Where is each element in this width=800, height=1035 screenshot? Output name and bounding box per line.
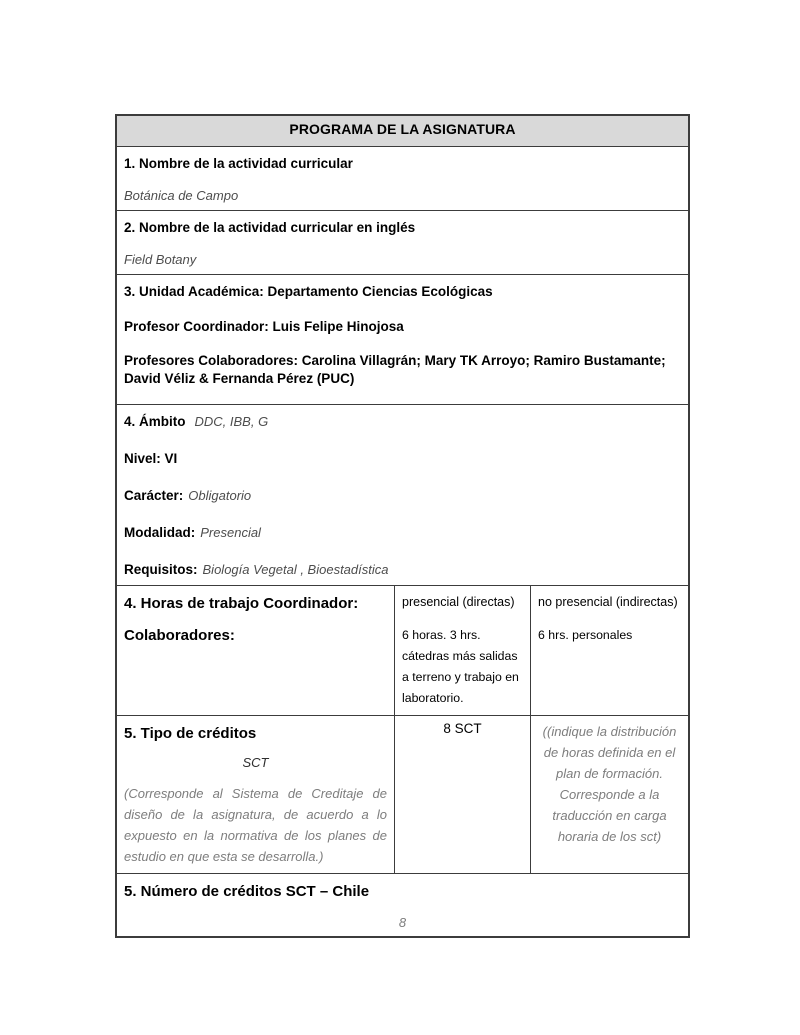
horas-presencial-cell bbox=[394, 586, 530, 715]
credits-side-note-cell bbox=[530, 716, 688, 873]
horas-no-presencial-cell bbox=[530, 586, 688, 715]
requisitos-label: Requisitos: bbox=[124, 562, 198, 577]
section-2-heading: 2. Nombre de la actividad curricular en inglés bbox=[124, 220, 416, 235]
section-horas-trabajo bbox=[117, 585, 688, 715]
presencial-detail: 6 horas. 3 hrs. cátedras más salidas a terreno y trabajo en laboratorio. bbox=[402, 628, 519, 705]
section-unidad-academica bbox=[117, 274, 688, 404]
profesor-coordinador-line: Profesor Coordinador: Luis Felipe Hinojosa bbox=[124, 318, 404, 334]
credit-system-note: (Corresponde al Sistema de Creditaje de diseño de la asignatura, de acuerdo a lo expuesto en la normativa de los planes de estudio en que esta se desarrolla.) bbox=[124, 786, 387, 864]
modalidad-label: Modalidad: bbox=[124, 525, 196, 540]
section-numero-creditos bbox=[117, 873, 688, 936]
credits-value: 8 SCT bbox=[443, 721, 482, 736]
requisitos-value: Biología Vegetal , Bioestadística bbox=[202, 562, 389, 577]
section-1-heading: 1. Nombre de la actividad curricular bbox=[124, 156, 353, 171]
ambito-line bbox=[124, 413, 681, 431]
tipo-creditos-cell bbox=[117, 716, 394, 873]
modalidad-value: Presencial bbox=[200, 525, 261, 540]
credit-system-label: SCT bbox=[242, 755, 269, 770]
section-ambito bbox=[117, 404, 688, 585]
horas-heading-cell bbox=[117, 586, 394, 715]
ambito-label: 4. Ámbito bbox=[124, 414, 186, 429]
caracter-value: Obligatorio bbox=[188, 488, 252, 503]
course-program-table bbox=[115, 114, 690, 938]
profesores-colaboradores-line: Profesores Colaboradores: Carolina Villagrán; Mary TK Arroyo; Ramiro Bustamante; David Véliz & Fernanda Pérez (PUC) bbox=[124, 353, 666, 386]
section-1-value: Botánica de Campo bbox=[124, 188, 239, 203]
presencial-header: presencial (directas) bbox=[402, 595, 515, 609]
credits-value-cell bbox=[394, 716, 530, 873]
no-presencial-detail: 6 hrs. personales bbox=[538, 628, 633, 642]
ambito-value: DDC, IBB, G bbox=[194, 414, 269, 429]
section-tipo-creditos bbox=[117, 715, 688, 873]
modalidad-line bbox=[124, 524, 681, 542]
tipo-creditos-heading: 5. Tipo de créditos bbox=[124, 725, 257, 742]
numero-creditos-heading: 5. Número de créditos SCT – Chile bbox=[124, 883, 370, 900]
credits-side-note: ((indique la distribución de horas definida en el plan de formación. Corresponde a la traducción en carga horaria de los sct) bbox=[542, 724, 677, 844]
requisitos-line bbox=[124, 561, 681, 579]
nivel-line bbox=[124, 450, 681, 468]
caracter-label: Carácter: bbox=[124, 488, 184, 503]
page-title: PROGRAMA DE LA ASIGNATURA bbox=[289, 121, 516, 137]
table-header-row bbox=[117, 116, 688, 146]
horas-heading-line1: 4. Horas de trabajo Coordinador: bbox=[124, 595, 359, 612]
no-presencial-header: no presencial (indirectas) bbox=[538, 595, 678, 609]
section-2-value: Field Botany bbox=[124, 252, 197, 267]
horas-heading-line2: Colaboradores: bbox=[124, 627, 235, 644]
unidad-academica-line: 3. Unidad Académica: Departamento Ciencias Ecológicas bbox=[124, 284, 493, 299]
caracter-line bbox=[124, 487, 681, 505]
section-nombre-curricular bbox=[117, 146, 688, 210]
section-nombre-ingles bbox=[117, 210, 688, 274]
numero-creditos-value: 8 bbox=[398, 915, 407, 930]
nivel-label: Nivel: VI bbox=[124, 451, 178, 466]
